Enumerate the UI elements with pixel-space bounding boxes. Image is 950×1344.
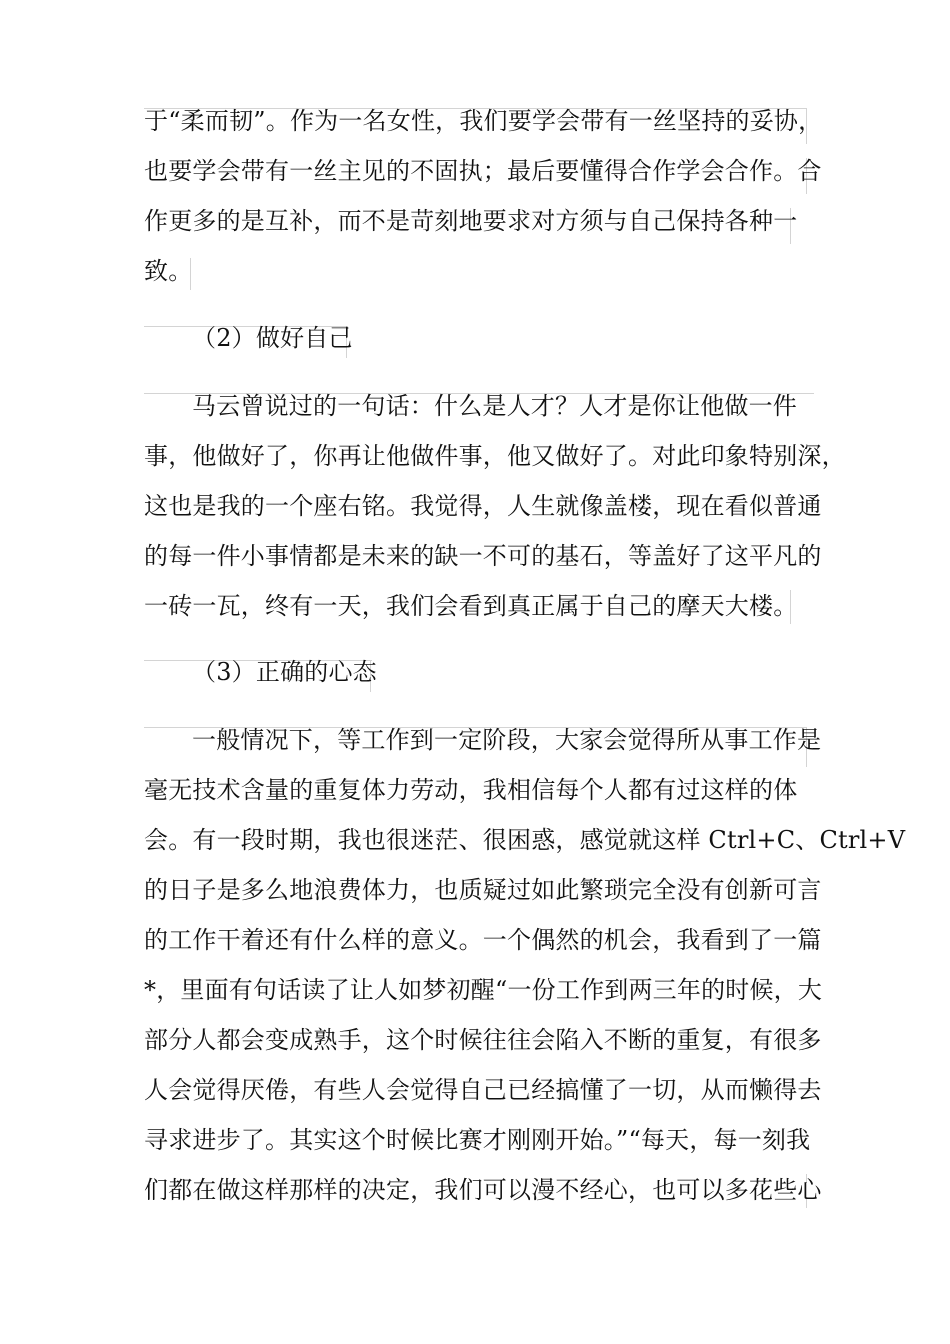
paragraph-1-line-2: 也要学会带有一丝主见的不固执；最后要懂得合作学会合作。合 xyxy=(144,157,822,185)
paragraph-2-line-1: 马云曾说过的一句话：什么是人才？人才是你让他做一件 xyxy=(192,392,797,420)
paragraph-3-line-3: 会。有一段时期，我也很迷茫、很困惑，感觉就这样 Ctrl+C、Ctrl+V xyxy=(144,826,906,854)
paragraph-1-line-4: 致。 xyxy=(144,257,193,285)
paragraph-2-line-2: 事，他做好了，你再让他做件事，他又做好了。对此印象特别深， xyxy=(144,442,846,470)
paragraph-3-line-8: 人会觉得厌倦，有些人会觉得自己已经搞懂了一切，从而懒得去 xyxy=(144,1076,822,1104)
paragraph-2-line-4: 的每一件小事情都是未来的缺一不可的基石，等盖好了这平凡的 xyxy=(144,542,822,570)
paragraph-3-line-6: *，里面有句话读了让人如梦初醒“一份工作到两三年的时候，大 xyxy=(144,976,823,1004)
paragraph-3-line-4: 的日子是多么地浪费体力，也质疑过如此繁琐完全没有创新可言 xyxy=(144,876,822,904)
paragraph-3-line-2: 毫无技术含量的重复体力劳动，我相信每个人都有过这样的体 xyxy=(144,776,798,804)
paragraph-3-line-7: 部分人都会变成熟手，这个时候往往会陷入不断的重复，有很多 xyxy=(144,1026,822,1054)
section-heading-3: （3）正确的心态 xyxy=(192,658,377,686)
paragraph-1-line-3: 作更多的是互补，而不是苛刻地要求对方须与自己保持各种一 xyxy=(144,207,798,235)
paragraph-3-line-1: 一般情况下，等工作到一定阶段，大家会觉得所从事工作是 xyxy=(192,726,822,754)
paragraph-1-line-1: 于“柔而韧”。作为一名女性，我们要学会带有一丝坚持的妥协， xyxy=(144,107,823,135)
paragraph-3-line-10: 们都在做这样那样的决定，我们可以漫不经心，也可以多花些心 xyxy=(144,1176,822,1204)
paragraph-3-line-5: 的工作干着还有什么样的意义。一个偶然的机会，我看到了一篇 xyxy=(144,926,822,954)
paragraph-3-line-9: 寻求进步了。其实这个时候比赛才刚刚开始。”“每天，每一刻我 xyxy=(144,1126,811,1154)
paragraph-2-line-3: 这也是我的一个座右铭。我觉得，人生就像盖楼，现在看似普通 xyxy=(144,492,822,520)
paragraph-2-line-5: 一砖一瓦，终有一天，我们会看到真正属于自己的摩天大楼。 xyxy=(144,592,798,620)
section-heading-2: （2）做好自己 xyxy=(192,324,353,352)
